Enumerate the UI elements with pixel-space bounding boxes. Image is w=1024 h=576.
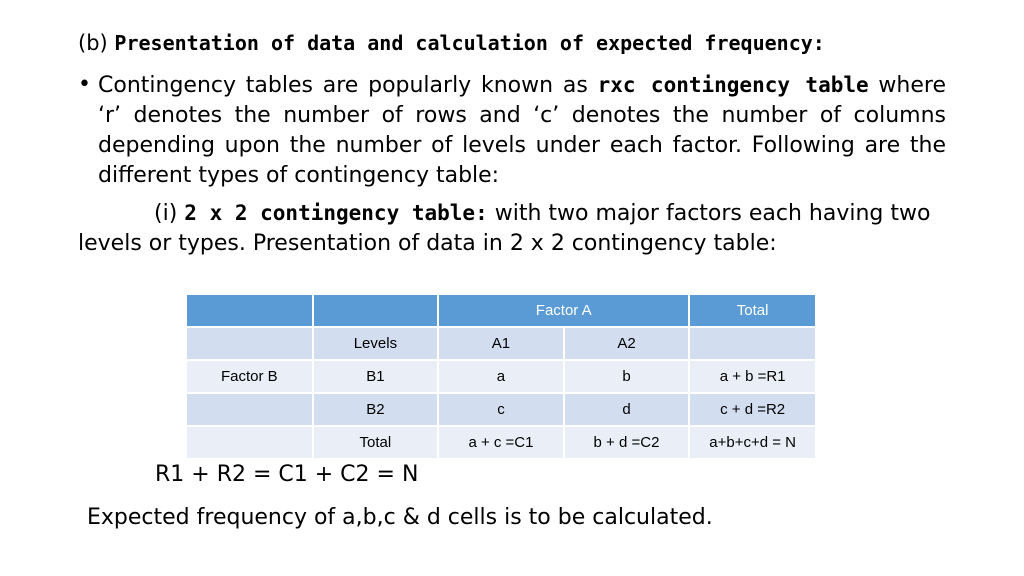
header-cell [186, 294, 313, 327]
table-cell: Levels [313, 327, 439, 360]
table-cell: b + d =C2 [564, 426, 690, 459]
header-cell-total: Total [689, 294, 816, 327]
subsection-paragraph [78, 198, 948, 259]
table-row [186, 360, 816, 393]
equation-text: R1 + R2 = C1 + C2 = N [155, 462, 419, 487]
bullet-text [98, 70, 946, 191]
table-cell [186, 327, 313, 360]
table-cell: B1 [313, 360, 439, 393]
bullet-paragraph [78, 70, 946, 191]
heading-prefix: (b) [78, 31, 108, 55]
table-cell: B2 [313, 393, 439, 426]
table-row [186, 426, 816, 459]
subsection-bold-title: 2 x 2 contingency table: [184, 201, 488, 225]
table-header-row [186, 294, 816, 327]
table-cell [186, 426, 313, 459]
table-cell: a + c =C1 [438, 426, 564, 459]
table-cell: d [564, 393, 690, 426]
subsection-text: with two major factors each having two levels or types. Presentation of data in 2 x 2 contingency table: [78, 201, 931, 256]
header-cell [313, 294, 439, 327]
heading-title: Presentation of data and calculation of expected frequency: [114, 31, 825, 55]
table-cell: Total [313, 426, 439, 459]
table-cell: a [438, 360, 564, 393]
table-cell: Factor B [186, 360, 313, 393]
table-cell: A1 [438, 327, 564, 360]
bullet-text-1: Contingency tables are popularly known as [98, 73, 598, 98]
subsection-prefix: (i) [154, 201, 178, 226]
table-cell: b [564, 360, 690, 393]
table-cell [186, 393, 313, 426]
table-cell: c + d =R2 [689, 393, 816, 426]
table-cell: c [438, 393, 564, 426]
bullet-text-2: where ‘r’ denotes the number of rows and ‘c’ denotes the number of columns depending upon the number of levels under each factor. Following are the different types of contingency table: [98, 73, 946, 188]
closing-text: Expected frequency of a,b,c & d cells is to be calculated. [87, 505, 713, 530]
table-cell: a + b =R1 [689, 360, 816, 393]
bullet-icon: • [78, 72, 91, 97]
table-cell: a+b+c+d = N [689, 426, 816, 459]
table-row [186, 327, 816, 360]
table-cell [689, 327, 816, 360]
header-cell-factor-a: Factor A [438, 294, 689, 327]
section-heading [78, 28, 958, 58]
table-row [186, 393, 816, 426]
bullet-bold-term: rxc contingency table [597, 73, 869, 97]
contingency-table [185, 293, 817, 460]
table-cell: A2 [564, 327, 690, 360]
